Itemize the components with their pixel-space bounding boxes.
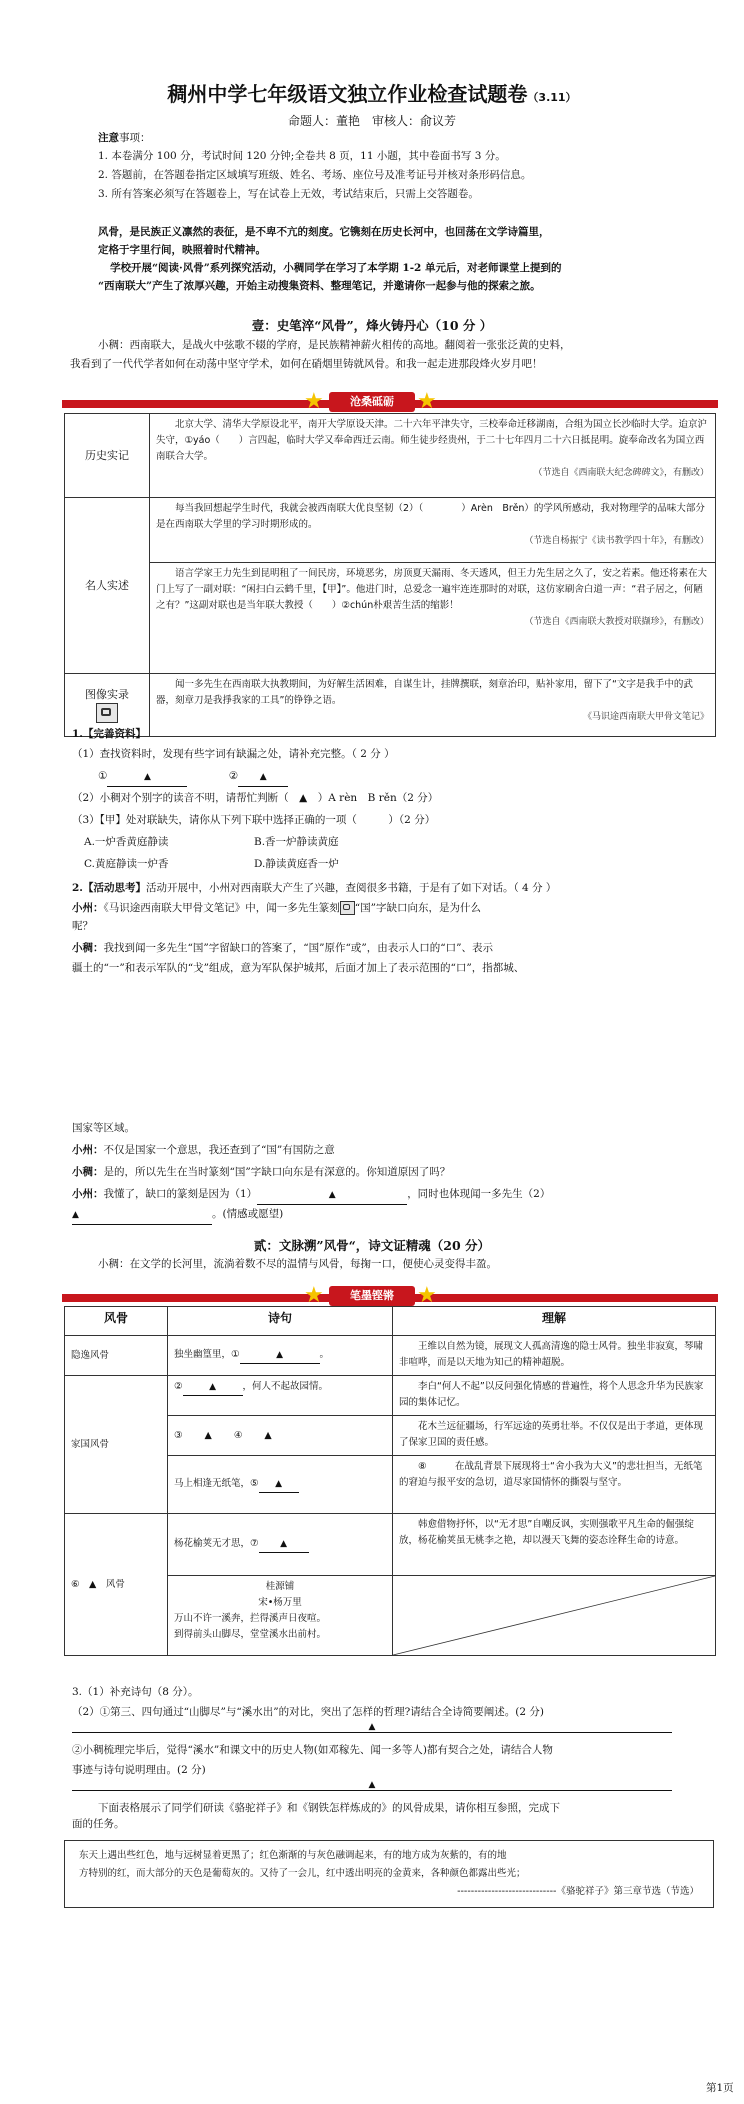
star-icon: ★ (304, 389, 324, 414)
understand-cell: 李白“何人不起”以反问强化情感的普遍性，将个人思念升华为民族家园的集体记忆。 (393, 1376, 716, 1416)
blank-label: ① (98, 770, 108, 782)
q2-heading (72, 880, 556, 897)
intro-line: “西南联大”产生了浓厚兴趣，开始主动搜集资料、整理笔记，并邀请你一起参与他的探索之旅。 (98, 280, 541, 292)
row-content (150, 498, 716, 563)
poem-cell (168, 1456, 393, 1514)
poem-author: 宋•杨万里 (258, 1597, 302, 1608)
row-content (150, 563, 716, 674)
q1-option: B.香一炉静读黄庭 (254, 836, 339, 848)
answer-mark: ▲ (280, 1539, 287, 1549)
table-row (65, 498, 716, 563)
answer-blank[interactable] (238, 768, 288, 787)
speaker: 小稠： (72, 942, 104, 954)
understand-cell: 花木兰远征疆场，行军远途的英勇壮举。不仅仅是出于孝道，更体现了保家卫国的责任感。 (393, 1416, 716, 1456)
star-icon: ★ (417, 1283, 437, 1308)
dialogue-text: 我懂了，缺口的篆刻是因为（1） (103, 1188, 258, 1200)
poem-mark: ② (174, 1381, 183, 1392)
q1-blanks (98, 768, 288, 787)
dialogue-text: 。(情感或愿望) (212, 1208, 284, 1220)
section1-badge: 沧桑砥砺 (329, 392, 415, 412)
row-content (150, 414, 716, 498)
speaker: 小州： (72, 1144, 104, 1156)
answer-mark: ▲ (259, 772, 267, 782)
row-source: （节选自杨振宁《读书教学四十年》，有删改） (524, 536, 709, 546)
q2-heading-bold: 2.【活动思考】 (72, 882, 146, 894)
dialogue-text: 我找到闻一多先生“国”字留缺口的答案了，“国”原作“或”，由表示人口的“口”、表示 (103, 942, 493, 954)
understand-cell: ⑧ 在战乱背景下展现将士“舍小我为大义”的悲壮担当，无纸笔的窘迫与报平安的急切，道尽家国情怀的撕裂与坚守。 (393, 1456, 716, 1514)
answer-blank[interactable] (259, 1536, 309, 1553)
q3-line: 3.（1）补充诗句（8 分）。 (72, 1686, 199, 1698)
title-text: 稠州中学七年级语文独立作业检查试题卷 (167, 82, 528, 106)
guo-seal-icon (340, 901, 355, 915)
answer-blank[interactable] (257, 1186, 407, 1205)
answer-blank[interactable] (107, 768, 187, 787)
q1-heading: 1.【完善资料】 (72, 728, 146, 740)
poem-mark: ① (231, 1349, 240, 1360)
row-label: 历史实记 (65, 414, 150, 498)
q3-line: 事迹与诗句说明理由。(2 分) (72, 1764, 206, 1776)
q1-sub2: （2）小稠对个别字的读音不明，请帮忙判断（ ▲ ）A rèn B rěn（2 分） (72, 792, 439, 804)
dialogue-line: 国家等区域。 (72, 1122, 135, 1134)
answer-mark: ▲ (72, 1210, 79, 1220)
row-text: 语言学家王力先生到昆明租了一间民房，环境恶劣，房顶夏天漏雨、冬天透风，但王力先生居之久了，安之若素。他还将素在大门上写了一副对联：“闲扫白云鹤千里，【甲】”。他进门时，总爱念一遍牢连连那时的对联，这仿家刷舍白道一声：“君子居之，何陋之有？”这副对联也是当年联大教授（ ）②chún朴艰苦生活的缩影！ (156, 568, 708, 611)
answer-line[interactable] (72, 1722, 672, 1733)
poem-text: 独坐幽篁里， (174, 1349, 232, 1360)
q1-option: D.静读黄庭香一炉 (254, 858, 339, 870)
notice-heading-bold: 注意 (98, 132, 119, 144)
row-text: 每当我回想起学生时代，我就会被西南联大优良坚韧（2）（ ）Arèn Brěn）的学风所感动，我对物理学的品味大部分是在西南联大学里的学习时期形成的。 (156, 503, 705, 530)
row-source: 《马识途西南联大甲骨文笔记》 (582, 712, 709, 722)
poem-cell: ③ ▲ ④ ▲ (168, 1416, 393, 1456)
dialogue-line (72, 1164, 450, 1181)
dialogue-line (72, 1186, 550, 1205)
answer-mark: ▲ (209, 1382, 216, 1392)
author-line: 命题人：董艳 审核人：俞议芳 (287, 114, 456, 128)
row-source: （节选自《西南联大教授对联撷珍》，有删改） (524, 617, 709, 627)
row-label-text: 图像实录 (85, 688, 129, 701)
poem-text: 马上相逢无纸笔，⑤ (174, 1478, 259, 1489)
dialogue-line (72, 1206, 283, 1225)
seal-stamp-icon (96, 703, 118, 723)
row-source: （节选自《西南联大纪念碑碑文》，有删改） (533, 468, 709, 478)
answer-blank[interactable] (240, 1347, 320, 1364)
dialogue-text: 不仅是国家一个意思，我还查到了“国”有国防之意 (103, 1144, 335, 1156)
row-label: 名人实述 (65, 498, 150, 674)
notice-heading (98, 130, 151, 147)
q1-sub1: （1）查找资料时，发现有些字词有缺漏之处，请补充完整。（ 2 分 ） (72, 748, 395, 760)
q3-line: 面的任务。 (72, 1818, 125, 1830)
table-row (65, 414, 716, 498)
table-row (65, 1336, 716, 1376)
q2-heading-rest: 活动开展中，小州对西南联大产生了兴趣，查阅很多书籍，于是有了如下对话。（ 4 分 ） (145, 882, 557, 894)
dialogue-line (72, 900, 481, 917)
table-row (65, 563, 716, 674)
section2-title: 贰：文脉溯”风骨“，诗文证精魂（20 分） (253, 1238, 491, 1253)
q3-line: 下面表格展示了同学们研读《骆驼祥子》和《钢铁怎样炼成的》的风骨成果，请你相互参照，完成下 (98, 1802, 560, 1814)
diagonal-cell (393, 1576, 716, 1656)
row-content (150, 674, 716, 737)
section1-intro: 我看到了一代代学者如何在动荡中坚守学术，如何在硝烟里铸就风骨。和我一起走进那段烽火岁月吧！ (70, 358, 543, 370)
dialogue-line (72, 940, 493, 957)
excerpt-line: 东天上遇出些红色，地与远树显着更黑了；红色渐渐的与灰色融调起来，有的地方成为灰紫的，有的地 (79, 1850, 507, 1861)
understand-cell: 韩愈借物抒怀，以“无才思”自嘲反讽，实则强歌平凡生命的倔强绽放，杨花榆荚虽无桃李之艳，却以漫天飞舞的姿态诠释生命的诗意。 (393, 1514, 716, 1576)
poem-cell (168, 1376, 393, 1416)
table-row (65, 1514, 716, 1576)
table-header-row (65, 1307, 716, 1336)
dialogue-line: 疆土的“一”和表示军队的“戈”组成，意为军队保护城邦，后面才加上了表示范围的“口”，指都城、 (72, 962, 525, 974)
blank-label: ② (228, 770, 239, 782)
q1-sub3: （3）【甲】处对联缺失，请你从下列下联中选择正确的一项（ ）（2 分） (72, 814, 436, 826)
row-text: 闻一多先生在西南联大执教期间，为好解生活困难，自谋生计，挂牌撰联，刻章治印，贴补家用，留下了“文字是我手中的武器，刻章刀是我掙我家的工具”的铮铮之语。 (156, 679, 693, 706)
dialogue-text: ，同时也体现闻一多先生（2） (407, 1188, 551, 1200)
understand-cell: 王维以自然为镜，展现文人孤高清逸的隐士风骨。独坐非寂寞，琴啸非喧哗，而是以天地为知己的精神超脱。 (393, 1336, 716, 1376)
exam-title (0, 78, 744, 107)
answer-line[interactable] (72, 1780, 672, 1791)
speaker: 小稠： (72, 1166, 104, 1178)
page-number: 第1页 (706, 2082, 734, 2094)
excerpt-line: 方特别的红，而大部分的天色是葡萄灰的。又待了一会儿，红中透出明亮的金黄来，各种颜色都露出些光； (79, 1868, 526, 1879)
category-cell: ⑥ ▲ 风骨 (65, 1514, 168, 1656)
poem-title: 桂源铺 (265, 1581, 295, 1592)
speaker: 小州： (72, 902, 104, 914)
answer-mark: ▲ (275, 1479, 282, 1489)
poem-cell: 独坐幽篁里，① ▲ 。 (168, 1336, 393, 1376)
row-text: 北京大学、清华大学原设北平，南开大学原设天津。二十六年平津失守，三校奉命迁移湖南，合组为国立长沙临时大学。迨京沪失守，①yáo（ ）言四起，临时大学又奉命西迁云南。师生徒步经贵州，于二十七年四月二十六日抵昆明。旋奉命改名为国立西南联合大学。 (156, 419, 708, 462)
poem-cell (168, 1576, 393, 1656)
notice-item: 3. 所有答案必须写在答题卷上，写在试卷上无效，考试结束后，只需上交答题卷。 (98, 188, 479, 200)
diagonal-line (393, 1576, 715, 1655)
section1-intro: 小稠：西南联大，是战火中弦歌不辍的学府，是民族精神薪火相传的高地。翻阅着一张张泛黄的史料， (98, 339, 571, 351)
notice-heading-rest: 事项： (119, 132, 151, 144)
answer-blank[interactable] (72, 1206, 212, 1225)
dialogue-text: 是的，所以先生在当时篆刻“国”字缺口向东是有深意的。你知道原因了吗？ (103, 1166, 451, 1178)
section2-intro: 小稠：在文学的长河里，流淌着数不尽的温情与风骨，每掬一口，便使心灵变得丰盈。 (98, 1258, 497, 1270)
title-date: （3.11） (527, 91, 577, 104)
history-table (64, 413, 716, 737)
answer-mark: ▲ (143, 772, 151, 782)
answer-mark: ▲ (328, 1190, 336, 1200)
dialogue-text: 《马识途西南联大甲骨文笔记》中，闻一多先生篆刻 (103, 902, 340, 914)
table-row (65, 674, 716, 737)
star-icon: ★ (417, 389, 437, 414)
answer-mark: ▲ (368, 1722, 376, 1732)
poem-cell (168, 1514, 393, 1576)
intro-line: 风骨，是民族正义凛然的表征，是不卑不亢的刻度。它镌刻在历史长河中，也回荡在文学诗篇里， (98, 226, 550, 238)
q3-line: （2）①第三、四句通过“山脚尽”与“溪水出”的对比，突出了怎样的哲理?请结合全诗简要阐述。(2 分) (72, 1706, 544, 1718)
table-row (65, 1376, 716, 1416)
notice-item: 2. 答题前，在答题卷指定区域填写班级、姓名、考场、座位号及准考证号并核对条形码信息。 (98, 169, 532, 181)
poem-line: 万山不许一溪奔，拦得溪声日夜喧。 (174, 1613, 327, 1624)
category-cell: 隐逸风骨 (65, 1336, 168, 1376)
answer-blank[interactable] (259, 1476, 299, 1493)
q1-option: C.黄庭静读一炉香 (84, 858, 169, 870)
column-header: 理解 (393, 1307, 716, 1336)
novel-excerpt (64, 1840, 714, 1908)
section2-badge: 笔墨铿锵 (329, 1286, 415, 1306)
dialogue-line: 呢？ (72, 920, 93, 932)
answer-mark: ▲ (368, 1780, 376, 1790)
star-icon: ★ (304, 1283, 324, 1308)
dialogue-line (72, 1142, 335, 1159)
category-cell: 家国风骨 (65, 1376, 168, 1514)
poetry-table (64, 1306, 716, 1656)
column-header: 风骨 (65, 1307, 168, 1336)
intro-line: 学校开展“阅读·风骨”系列探究活动，小稠同学在学习了本学期 1-2 单元后，对老师课堂上提到的 (110, 262, 562, 274)
answer-mark: ▲ (276, 1350, 283, 1360)
excerpt-source: -----------------------------《骆驼祥子》第三章节选（节选） (457, 1886, 699, 1897)
intro-line: 定格于字里行间，映照着时代精神。 (98, 244, 266, 256)
notice-item: 1. 本卷满分 100 分，考试时间 120 分钟;全卷共 8 页，11 小题，其中卷面书写 3 分。 (98, 150, 506, 162)
poem-text: 杨花榆荚无才思，⑦ (174, 1538, 259, 1549)
section1-title: 壹：史笔淬“风骨”，烽火铸丹心（10 分 ） (251, 318, 493, 333)
poem-line: 到得前头山脚尽，堂堂溪水出前村。 (174, 1629, 327, 1640)
q1-option: A.一炉香黄庭静读 (84, 836, 169, 848)
answer-blank[interactable] (183, 1379, 243, 1396)
poem-text: ，何人不起故园情。 (242, 1381, 329, 1392)
speaker: 小州： (72, 1188, 104, 1200)
column-header: 诗句 (168, 1307, 393, 1336)
q3-line: ②小稠梳理完毕后，觉得“溪水”和课文中的历史人物(如邓稼先、闻一多等人)都有契合之处，请结合人物 (72, 1744, 553, 1756)
dialogue-text: “国”字缺口向东，是为什么 (354, 902, 481, 914)
